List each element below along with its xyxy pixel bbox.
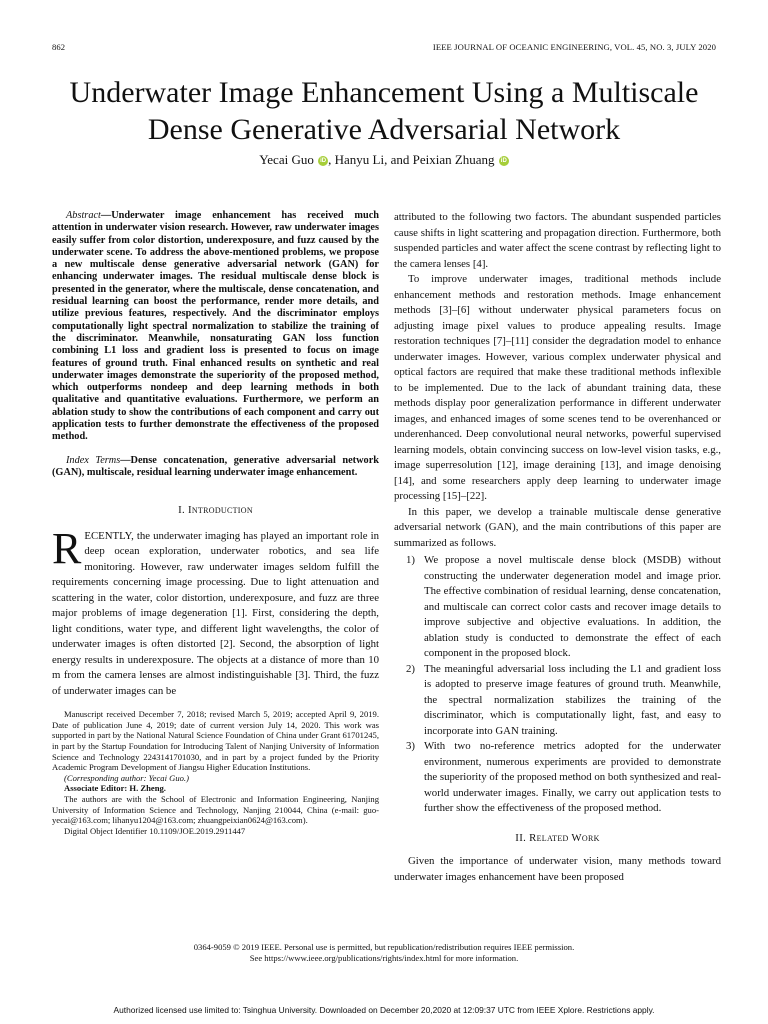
right-column — [394, 210, 721, 885]
footnote-affiliation: The authors are with the School of Electronic and Information Engineering, Nanjing University of Information Science and Technology, Nanjing 210044, China (e-mail: guo-yecai@163.com; lihanyu1204@163.com; zhuangpeixian0624@163.com). — [52, 793, 379, 826]
intro-text: ECENTLY, the underwater imaging has played an important role in deep ocean exploration, underwater robotics, and sea life monitoring. However, raw underwater images seldom fulfill the requirements concerning image processing. Due to light attenuation and scattering in the water, color distortion, underexposure, and fuzz are three major problems of image degeneration [1]. First, considering the depth, light conditions, water type, and different light wavelengths, the color of underwater images is often distorted [2]. Second, the absorption of light energy results in underexposure. The objects at a distance of more than 10 m from the camera lenses are almost indistinguishable [3]. Third, the fuzz of underwater images can be — [52, 529, 379, 697]
index-terms — [52, 455, 379, 480]
orcid-icon[interactable]: iD — [320, 158, 327, 164]
footnote-editor: Associate Editor: H. Zheng. — [64, 783, 166, 794]
footnote-received: Manuscript received December 7, 2018; revised March 5, 2019; accepted April 9, 2019. Date of publication June 4, 2019; date of current version July 14, 2020. This work was supported in part by the National Natural Science Foundation of China under Grant 61701245, in part by the Startup Foundation for Introducing Talent of Nanjing University of Information Science and Technology 2243141701030, and in part by a project funded by the Priority Academic Program Development of Jiangsu Higher Education Institutions. — [52, 709, 379, 773]
abstract-text: —Underwater image enhancement has received much attention in underwater vision research. However, raw underwater images easily suffer from color distortion, underexposure, and fuzz caused by the underwater scene. To address the above-mentioned problems, we propose a new multiscale dense generative adversarial network (GAN) for enhancing underwater images. The residual multiscale dense block is presented in the generator, where the multiscale, dense concatenation, and residual learning can boost the performance, render more details, and utilize previous features, respectively. And the discriminator employs computationally light spectral normalization to stabilize the training of the discriminator. Meanwhile, nonsaturating GAN loss function combining L1 loss and gradient loss is presented to focus on image features of ground truth. Final enhanced results on synthetic and real underwater images demonstrate the superiority of the proposed method, which outperforms nondeep and deep learning methods in both qualitative and quantitative evaluations. Furthermore, we perform an ablation study to show the contributions of each component and carry out application tests to further demonstrate the effectiveness of the proposed method. — [52, 210, 379, 443]
paragraph-traditional-methods: To improve underwater images, traditional methods include enhancement methods and restoration methods. Image enhancement methods [3]–[6] without underwater physical parameters focus on adjusting image pixel values to produce appealing results. Image restoration techniques [7]–[11] consider the degradation model to enhance underwater images. However, various complex underwater physical and optical factors are required that make these traditional methods inflexible to be implemented. Due to the lack of abundant training data, these methods display poor generalization performance in different underwater images, and enhanced images of some scenes tend to be overenhanced or underenhanced. Deep convolutional neural networks, powerful supervised learning models, obtain convincing success on low-level vision tasks, e.g., image superresolution [12], image deraining [13], and image denoising [14], and some researchers apply deep learning to underwater image processing [15]–[22]. — [394, 273, 721, 502]
drop-cap: R — [52, 523, 82, 573]
paragraph-continued: attributed to the following two factors. The abundant suspended particles cause shifts in light scattering and propagation direction. Furthermore, both suspended particles and water affect the scene contrast by reflecting light to the camera lenses [4]. — [394, 211, 721, 270]
list-item-text: We propose a novel multiscale dense block (MSDB) without constructing the underwater degeneration model and image prior. The effective combination of residual learning, dense concatenation, and multiscale can correct color casts and recover image details to improve subjective and objective evaluations. In addition, the ablation study is conducted to demonstrate the effect of each component in the proposed block. — [424, 554, 721, 659]
abstract-lead: Abstract — [66, 210, 101, 221]
paper-title — [40, 74, 728, 148]
intro-paragraph — [52, 523, 379, 700]
contributions-list — [394, 553, 721, 817]
title-line-1: Underwater Image Enhancement Using a Multiscale — [69, 76, 699, 109]
list-item-text: The meaningful adversarial loss including the L1 and gradient loss is adopted to preserve image features of ground truth. Meanwhile, the spectral normalization stabilizes the training of the discriminator, which is computationally light, fast, and easy to incorporate into GAN training. — [424, 662, 721, 737]
list-item-number: 1) — [406, 554, 415, 566]
journal-header: IEEE JOURNAL OF OCEANIC ENGINEERING, VOL. 45, NO. 3, JULY 2020 — [432, 42, 716, 52]
copyright-notice — [0, 942, 768, 964]
list-item-number: 2) — [406, 662, 415, 675]
page-number: 862 — [52, 42, 66, 52]
paragraph-related-work: Given the importance of underwater vision, many methods toward underwater images enhancement have been proposed — [394, 855, 721, 883]
orcid-icon[interactable]: iD — [500, 158, 507, 164]
list-item — [394, 662, 721, 740]
footnote-doi[interactable]: Digital Object Identifier 10.1109/JOE.2019.2911447 — [64, 825, 246, 836]
abstract — [52, 210, 379, 444]
list-item-text: With two no-reference metrics adopted for the underwater environment, numerous experiments are provided to demonstrate the superiority of the proposed method on both synthesized and real-world underwater images. Finally, we carry out application tests to further show the effectiveness of the proposed method. — [424, 740, 721, 814]
list-item — [394, 553, 721, 662]
section-heading-related-work: II. Related Work — [515, 831, 600, 844]
title-line-2: Dense Generative Adversarial Network — [147, 113, 621, 146]
section-heading-introduction: I. Introduction — [178, 504, 253, 517]
footnote-corresponding: (Corresponding author: Yecai Guo.) — [64, 772, 189, 783]
list-item — [394, 739, 721, 817]
list-item-number: 3) — [406, 740, 415, 752]
footnote — [52, 709, 379, 836]
index-terms-lead: Index Terms — [66, 454, 121, 466]
author-rest: , Hanyu Li, and Peixian Zhuang — [328, 152, 495, 167]
copyright-line-1: 0364-9059 © 2019 IEEE. Personal use is permitted, but republication/redistribution requires IEEE permission. — [193, 942, 575, 952]
paragraph-contributions-intro: In this paper, we develop a trainable multiscale dense generative adversarial network (GAN), and the main contributions of this paper are summarized as follows. — [394, 505, 721, 549]
license-notice: Authorized licensed use limited to: Tsinghua University. Downloaded on December 20,2020 at 12:09:37 UTC from IEEE Xplore. Restrictions apply. — [113, 1005, 655, 1015]
index-terms-text: —Dense concatenation, generative adversarial network (GAN), multiscale, residual learning underwater image enhancement. — [52, 454, 379, 478]
copyright-line-2[interactable]: See https://www.ieee.org/publications/rights/index.html for more information. — [249, 953, 519, 963]
author-list — [0, 152, 768, 168]
left-column — [52, 210, 379, 836]
author-1: Yecai Guo — [259, 152, 314, 167]
